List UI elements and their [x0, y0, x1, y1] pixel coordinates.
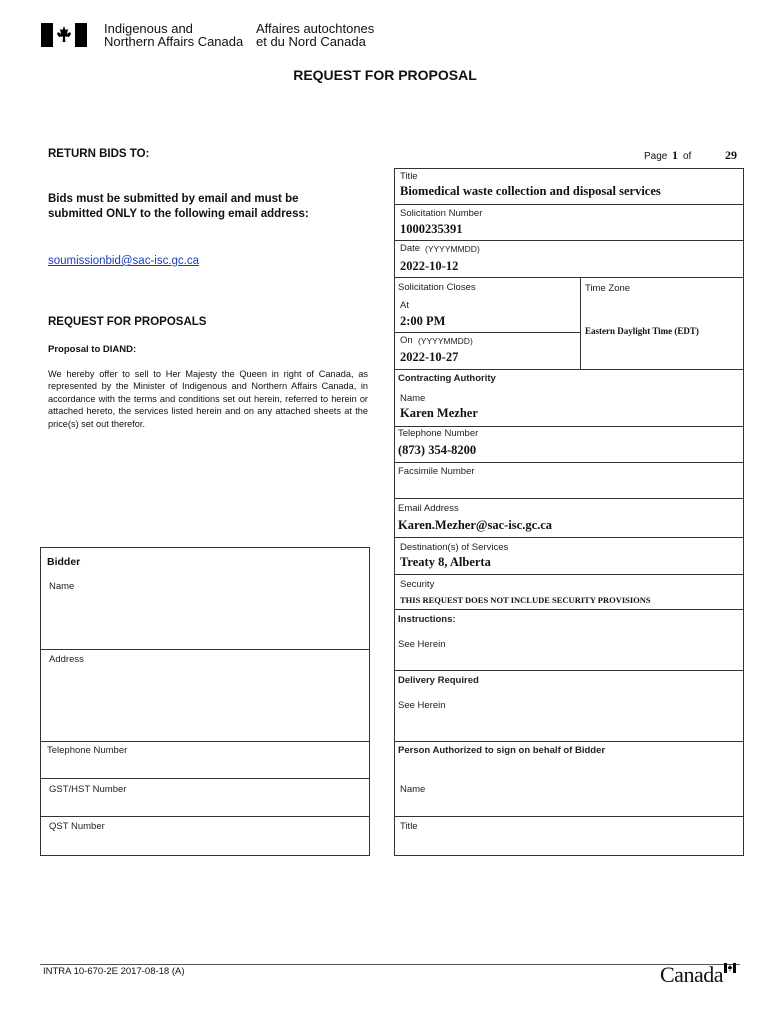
date-value: 2022-10-12 — [400, 259, 459, 273]
contact-email-value: Karen.Mezher@sac-isc.gc.ca — [398, 518, 553, 532]
security-value: THIS REQUEST DOES NOT INCLUDE SECURITY PROVISIONS — [400, 595, 651, 605]
solicitation-number-value: 1000235391 — [400, 222, 463, 236]
delivery-label: Delivery Required — [398, 675, 479, 686]
destination-label: Destination(s) of Services — [400, 542, 509, 553]
date-label: Date — [400, 243, 421, 254]
facsimile-label: Facsimile Number — [398, 466, 475, 477]
wordmark-flag-icon — [724, 963, 736, 973]
authorized-name-label: Name — [400, 784, 426, 795]
contact-name-value: Karen Mezher — [400, 406, 478, 420]
bidder-heading: Bidder — [47, 556, 81, 568]
dept-fr-line2: et du Nord Canada — [256, 34, 366, 49]
destination-value: Treaty 8, Alberta — [400, 555, 491, 569]
security-label: Security — [400, 579, 435, 590]
bidder-address-label: Address — [49, 654, 84, 665]
contracting-authority-label: Contracting Authority — [398, 373, 496, 384]
bidder-name-label: Name — [49, 581, 75, 592]
dept-en-line1: Indigenous and — [104, 21, 193, 36]
delivery-value: See Herein — [398, 700, 446, 711]
at-label: At — [400, 300, 409, 311]
page-of: of — [683, 151, 692, 162]
bidder-qst-label: QST Number — [49, 821, 105, 832]
title-value: Biomedical waste collection and disposal services — [400, 184, 661, 198]
on-format: (YYYYMMDD) — [418, 336, 473, 346]
title-label: Title — [400, 171, 418, 182]
page-prefix: Page — [644, 151, 668, 162]
on-value: 2022-10-27 — [400, 350, 459, 364]
canada-wordmark — [660, 962, 723, 988]
at-value: 2:00 PM — [400, 314, 446, 328]
form-code: INTRA 10-670-2E 2017-08-18 (A) — [43, 966, 185, 977]
solicitation-number-label: Solicitation Number — [400, 208, 483, 219]
bids-instruction-line1: Bids must be submitted by email and must be — [48, 193, 299, 205]
solicitation-closes-label: Solicitation Closes — [398, 282, 476, 293]
footer-rule — [40, 964, 740, 965]
instructions-value: See Herein — [398, 639, 446, 650]
dept-en-line2: Northern Affairs Canada — [104, 34, 244, 49]
page-total: 29 — [725, 148, 737, 162]
contact-name-label: Name — [400, 393, 426, 404]
date-format: (YYYYMMDD) — [425, 244, 480, 254]
contact-telephone-value: (873) 354-8200 — [398, 443, 477, 457]
proposal-to-label: Proposal to DIAND: — [48, 344, 137, 355]
bidder-gst-label: GST/HST Number — [49, 784, 127, 795]
rfp-heading: REQUEST FOR PROPOSALS — [48, 316, 207, 328]
page-title: REQUEST FOR PROPOSAL — [293, 67, 477, 83]
dept-fr-line1: Affaires autochtones — [256, 21, 375, 36]
bidder-box — [40, 547, 370, 856]
time-zone-value: Eastern Daylight Time (EDT) — [585, 326, 699, 336]
on-label: On — [400, 335, 413, 346]
time-zone-label: Time Zone — [585, 283, 631, 294]
wordmark-text: Canada — [660, 962, 723, 987]
authorized-person-label: Person Authorized to sign on behalf of Bidder — [398, 745, 606, 756]
offer-paragraph: We hereby offer to sell to Her Majesty the Queen in right of Canada, as represented by the Minister of Indigenous and Northern Affairs Canada, in accordance with the terms and conditions set out herein, referred to herein or attached hereto, the services listed herein and on any attached sheets at the price(s) set out therefor. — [48, 369, 368, 429]
authorized-title-label: Title — [400, 821, 418, 832]
return-bids-heading: RETURN BIDS TO: — [48, 148, 150, 160]
page-current: 1 — [672, 148, 678, 162]
bids-instruction-line2: submitted ONLY to the following email address: — [48, 208, 309, 220]
return-email-link[interactable]: soumissionbid@sac-isc.gc.ca — [48, 255, 200, 267]
contact-email-label: Email Address — [398, 503, 459, 514]
bidder-telephone-label: Telephone Number — [47, 745, 128, 756]
canada-flag-icon — [41, 23, 87, 47]
instructions-label: Instructions: — [398, 614, 456, 625]
contact-telephone-label: Telephone Number — [398, 428, 479, 439]
